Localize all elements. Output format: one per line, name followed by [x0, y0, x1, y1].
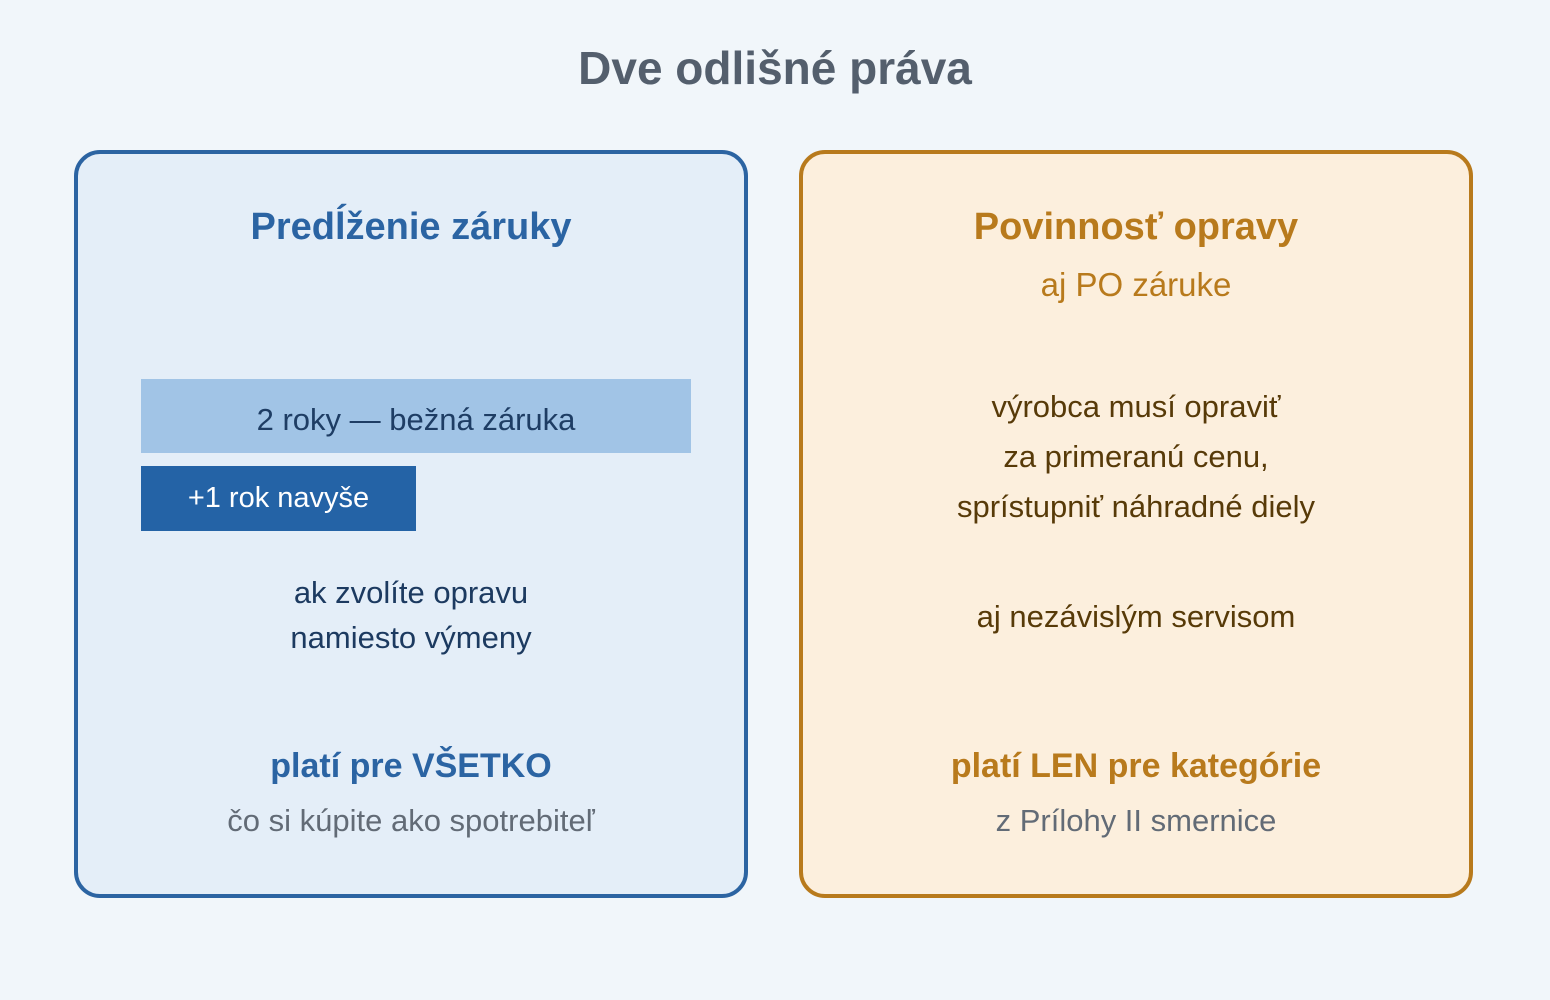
page-title: Dve odlišné práva [578, 42, 972, 94]
description-line-1: výrobca musí opraviť [991, 389, 1281, 424]
warranty-condition [78, 570, 744, 660]
description-line-3: sprístupniť náhradné diely [956, 489, 1315, 524]
condition-line-2: namiesto výmeny [290, 620, 532, 655]
left-scope-title: platí pre VŠETKO [270, 747, 552, 785]
independent-service-note: aj nezávislým servisom [976, 599, 1296, 634]
condition-line-1: ak zvolíte opravu [293, 575, 529, 610]
warranty-extension-title: Predĺženie záruky [250, 206, 572, 248]
standard-warranty-label: 2 roky — bežná záruka [256, 402, 576, 437]
warranty-extension-panel [74, 150, 748, 898]
right-scope-title: platí LEN pre kategórie [950, 747, 1322, 785]
repair-obligation-panel [799, 150, 1473, 898]
extra-warranty-bar [141, 466, 416, 531]
standard-warranty-bar [141, 379, 691, 453]
repair-obligation-subtitle: aj PO záruke [1040, 266, 1232, 303]
left-scope-subtitle: čo si kúpite ako spotrebiteľ [227, 803, 595, 838]
description-line-2: za primeranú cenu, [1003, 439, 1269, 474]
right-scope-subtitle: z Prílohy II smernice [995, 803, 1277, 838]
extra-warranty-label: +1 rok navyše [187, 482, 370, 514]
repair-obligation-title: Povinnosť opravy [973, 206, 1299, 248]
repair-obligation-description [803, 382, 1469, 532]
